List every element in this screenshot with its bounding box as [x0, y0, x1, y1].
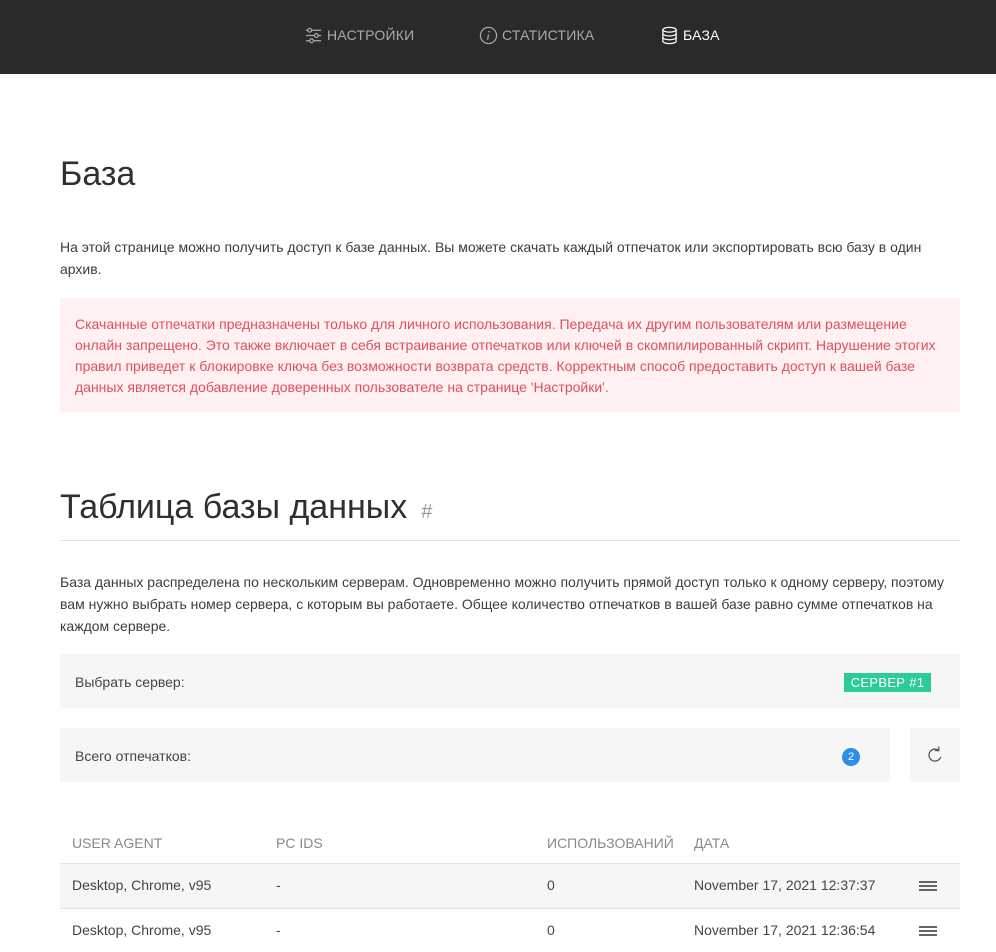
cell-date: November 17, 2021 12:36:54 [694, 922, 876, 938]
hamburger-menu-icon[interactable] [919, 879, 937, 893]
cell-user-agent: Desktop, Chrome, v95 [72, 922, 212, 938]
table-row[interactable] [60, 864, 960, 909]
nav-settings[interactable] [304, 24, 414, 46]
column-pc-ids[interactable]: PC IDS [276, 835, 323, 851]
warning-alert: Скачанные отпечатки предназначены только для личного использования. Передача их другим пользователям или размещение онлайн запрещено. Это также включает в себя встраивание отпечатков или ключей в скомпилированный скрипт. Нарушение этогих правил приведет к блокировке ключа без возможности возврата средств. Корректным способ предоставить доступ к вашей базе данных является добавление доверенных пользователе на странице 'Настройки'. [60, 298, 960, 412]
cell-pc-ids: - [276, 877, 281, 893]
refresh-button[interactable] [910, 728, 960, 782]
table-header [60, 826, 960, 864]
page-title: База [60, 155, 136, 193]
total-prints-panel [60, 728, 890, 782]
page-intro: На этой странице можно получить доступ к базе данных. Вы можете скачать каждый отпечаток или экспортировать всю базу в один архив. [60, 239, 922, 277]
server-select-panel [60, 654, 960, 708]
sliders-icon [304, 26, 323, 45]
total-prints-badge: 2 [842, 748, 860, 766]
column-uses[interactable]: ИСПОЛЬЗОВАНИЙ [547, 835, 674, 851]
nav-statistics-label: СТАТИСТИКА [502, 27, 595, 43]
nav-statistics[interactable] [479, 24, 594, 46]
column-user-agent[interactable]: USER AGENT [72, 835, 163, 851]
nav-database[interactable] [660, 24, 720, 46]
section-description: База данных распределена по нескольким серверам. Одновременно можно получить прямой доступ только к одному серверу, поэтому вам нужно выбрать номер сервера, с которым вы работаете. Общее количество отпечатков в вашей базе равно сумме отпечатков на каждом сервере. [60, 574, 945, 634]
info-circle-icon [479, 26, 498, 45]
nav-settings-label: НАСТРОЙКИ [327, 27, 415, 43]
section-divider [60, 540, 960, 541]
section-title [60, 488, 432, 527]
hamburger-menu-icon[interactable] [919, 924, 937, 938]
section-anchor-link[interactable]: # [421, 501, 433, 523]
database-icon [660, 26, 679, 45]
cell-uses: 0 [547, 877, 555, 893]
total-prints-label: Всего отпечатков: [75, 748, 191, 764]
refresh-icon [925, 745, 945, 765]
cell-pc-ids: - [276, 922, 281, 938]
cell-date: November 17, 2021 12:37:37 [694, 877, 876, 893]
nav-database-label: БАЗА [683, 27, 720, 43]
cell-user-agent: Desktop, Chrome, v95 [72, 877, 212, 893]
server-select-button[interactable]: СЕРВЕР #1 [844, 673, 931, 692]
section-title-text: Таблица базы данных [60, 488, 408, 526]
top-navbar [0, 0, 996, 74]
table-row[interactable] [60, 909, 960, 952]
column-date[interactable]: ДАТА [694, 835, 730, 851]
server-select-label: Выбрать сервер: [75, 674, 185, 690]
cell-uses: 0 [547, 922, 555, 938]
